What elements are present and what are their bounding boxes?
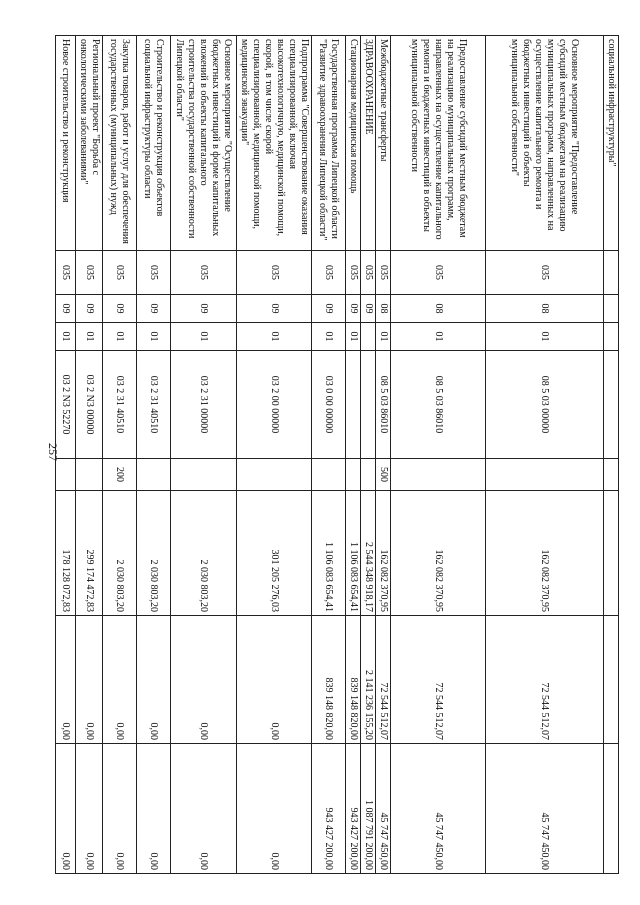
cell-gr: 035 bbox=[76, 251, 103, 295]
cell-v2: 72 544 512,07 bbox=[486, 616, 604, 744]
cell-rz: 09 bbox=[56, 295, 76, 323]
cell-v2: 0,00 bbox=[171, 616, 237, 744]
cell-v3: 0,00 bbox=[137, 744, 171, 874]
cell-name: Основное мероприятие "Предоставление субсидий местным бюджетам на реализацию муниципальных программ, направленных на осуществление капитального ремонта и бюджетных инвестиций в объекты муниципальной собственности" bbox=[486, 36, 604, 251]
table-row bbox=[486, 36, 604, 874]
cell-v2: 839 148 820,00 bbox=[346, 616, 361, 744]
table-frame bbox=[60, 35, 619, 873]
cell-name: ЗДРАВООХРАНЕНИЕ bbox=[361, 36, 376, 251]
cell-rz: 09 bbox=[237, 295, 312, 323]
cell-rz: 09 bbox=[346, 295, 361, 323]
cell-v2: 0,00 bbox=[237, 616, 312, 744]
cell-name: Межбюджетные трансферты bbox=[376, 36, 391, 251]
cell-rz: 09 bbox=[76, 295, 103, 323]
cell-name: Предоставление субсидий местным бюджетам на реализацию муниципальных программ, направленных на осуществление капитального ремонта и бюджетных инвестиций в объекты муниципальной собственности bbox=[391, 36, 486, 251]
cell-rz: 08 bbox=[376, 295, 391, 323]
table-row bbox=[604, 36, 619, 874]
cell-vr bbox=[137, 459, 171, 491]
cell-v1 bbox=[604, 491, 619, 616]
cell-csr: 03 2 N3 52270 bbox=[56, 351, 76, 459]
cell-v3: 0,00 bbox=[237, 744, 312, 874]
cell-csr bbox=[346, 351, 361, 459]
cell-pr: 01 bbox=[376, 323, 391, 351]
cell-v1: 2 030 803,20 bbox=[171, 491, 237, 616]
cell-csr: 08 5 03 00000 bbox=[486, 351, 604, 459]
cell-pr bbox=[361, 323, 376, 351]
cell-vr bbox=[237, 459, 312, 491]
cell-v1: 162 082 370,95 bbox=[376, 491, 391, 616]
cell-v1: 301 205 276,03 bbox=[237, 491, 312, 616]
cell-v2: 72 544 512,07 bbox=[391, 616, 486, 744]
cell-v1: 299 174 472,83 bbox=[76, 491, 103, 616]
cell-v1: 178 128 072,83 bbox=[56, 491, 76, 616]
cell-rz: 09 bbox=[103, 295, 137, 323]
cell-v2: 2 141 236 155,20 bbox=[361, 616, 376, 744]
cell-pr: 01 bbox=[312, 323, 346, 351]
cell-name: Подпрограмма "Совершенствование оказания специализированной, включая высокотехнологичную, медицинской помощи, скорой, в том числе скорой специализированной, медицинской помощи, медицинской эвакуации" bbox=[237, 36, 312, 251]
cell-v3: 0,00 bbox=[76, 744, 103, 874]
cell-name: Основное мероприятие "Осуществление бюджетных инвестиций в форме капитальных вложений в объекты капитального строительства государственной собственности Липецкой области" bbox=[171, 36, 237, 251]
table-row bbox=[56, 36, 76, 874]
cell-vr bbox=[56, 459, 76, 491]
cell-vr: 500 bbox=[376, 459, 391, 491]
cell-pr: 01 bbox=[171, 323, 237, 351]
cell-pr: 01 bbox=[137, 323, 171, 351]
cell-v1: 2 544 348 918,17 bbox=[361, 491, 376, 616]
cell-v1: 2 030 803,20 bbox=[103, 491, 137, 616]
cell-v3: 45 747 450,00 bbox=[486, 744, 604, 874]
cell-v1: 162 082 370,95 bbox=[391, 491, 486, 616]
cell-name: Государственная программа Липецкой области "Развитие здравоохранения Липецкой области" bbox=[312, 36, 346, 251]
cell-name: Новое строительство и реконструкция bbox=[56, 36, 76, 251]
cell-vr: 200 bbox=[103, 459, 137, 491]
cell-csr: 03 2 31 00000 bbox=[171, 351, 237, 459]
cell-v2: 0,00 bbox=[103, 616, 137, 744]
cell-v3: 943 427 200,00 bbox=[346, 744, 361, 874]
cell-name: Региональный проект "Борьба с онкологическими заболеваниями" bbox=[76, 36, 103, 251]
cell-v1: 1 106 083 654,41 bbox=[346, 491, 361, 616]
table-row bbox=[376, 36, 391, 874]
cell-csr: 03 2 N3 00000 bbox=[76, 351, 103, 459]
cell-gr: 035 bbox=[346, 251, 361, 295]
cell-vr bbox=[171, 459, 237, 491]
cell-csr: 03 2 31 40510 bbox=[103, 351, 137, 459]
cell-pr: 01 bbox=[103, 323, 137, 351]
cell-v3 bbox=[604, 744, 619, 874]
cell-csr bbox=[361, 351, 376, 459]
cell-pr: 01 bbox=[346, 323, 361, 351]
table-row bbox=[361, 36, 376, 874]
cell-name: Закупка товаров, работ и услуг для обеспечения государственных (муниципальных) нужд bbox=[103, 36, 137, 251]
budget-table bbox=[55, 35, 619, 874]
cell-pr: 01 bbox=[391, 323, 486, 351]
cell-v1: 162 082 370,95 bbox=[486, 491, 604, 616]
cell-pr bbox=[604, 323, 619, 351]
cell-gr bbox=[604, 251, 619, 295]
cell-v2: 72 544 512,07 bbox=[376, 616, 391, 744]
cell-rz: 08 bbox=[391, 295, 486, 323]
cell-vr bbox=[346, 459, 361, 491]
cell-gr: 035 bbox=[312, 251, 346, 295]
cell-v2: 0,00 bbox=[137, 616, 171, 744]
cell-csr: 08 5 03 86010 bbox=[376, 351, 391, 459]
cell-pr: 01 bbox=[237, 323, 312, 351]
cell-gr: 035 bbox=[237, 251, 312, 295]
cell-rz: 09 bbox=[137, 295, 171, 323]
rotated-page bbox=[60, 35, 619, 873]
cell-v1: 1 106 083 654,41 bbox=[312, 491, 346, 616]
cell-gr: 035 bbox=[103, 251, 137, 295]
cell-pr: 01 bbox=[76, 323, 103, 351]
cell-rz: 08 bbox=[486, 295, 604, 323]
cell-csr bbox=[604, 351, 619, 459]
cell-name: Строительство и реконструкция объектов социальной инфраструктуры области bbox=[137, 36, 171, 251]
table-row bbox=[103, 36, 137, 874]
cell-v3: 943 427 200,00 bbox=[312, 744, 346, 874]
table-row bbox=[346, 36, 361, 874]
cell-vr bbox=[361, 459, 376, 491]
cell-gr: 035 bbox=[391, 251, 486, 295]
cell-gr: 035 bbox=[361, 251, 376, 295]
table-row bbox=[76, 36, 103, 874]
cell-vr bbox=[604, 459, 619, 491]
table-row bbox=[391, 36, 486, 874]
cell-gr: 035 bbox=[376, 251, 391, 295]
cell-v1: 2 030 803,20 bbox=[137, 491, 171, 616]
cell-gr: 035 bbox=[486, 251, 604, 295]
page-number: 257 bbox=[46, 443, 60, 461]
cell-v3: 45 747 450,00 bbox=[391, 744, 486, 874]
cell-v3: 45 747 450,00 bbox=[376, 744, 391, 874]
cell-gr: 035 bbox=[137, 251, 171, 295]
cell-vr bbox=[312, 459, 346, 491]
cell-v3: 1 087 791 200,00 bbox=[361, 744, 376, 874]
cell-v3: 0,00 bbox=[171, 744, 237, 874]
table-row bbox=[237, 36, 312, 874]
table-row bbox=[312, 36, 346, 874]
cell-name: социальной инфраструктуры" bbox=[604, 36, 619, 251]
cell-rz: 09 bbox=[312, 295, 346, 323]
cell-vr bbox=[391, 459, 486, 491]
table-row bbox=[137, 36, 171, 874]
cell-pr: 01 bbox=[486, 323, 604, 351]
cell-csr: 03 0 00 00000 bbox=[312, 351, 346, 459]
cell-v3: 0,00 bbox=[103, 744, 137, 874]
cell-rz: 09 bbox=[361, 295, 376, 323]
cell-csr: 03 2 31 40510 bbox=[137, 351, 171, 459]
cell-name: Стационарная медицинская помощь bbox=[346, 36, 361, 251]
cell-pr: 01 bbox=[56, 323, 76, 351]
cell-v2: 0,00 bbox=[56, 616, 76, 744]
cell-gr: 035 bbox=[56, 251, 76, 295]
cell-gr: 035 bbox=[171, 251, 237, 295]
cell-vr bbox=[76, 459, 103, 491]
cell-v2: 839 148 820,00 bbox=[312, 616, 346, 744]
table-row bbox=[171, 36, 237, 874]
cell-rz bbox=[604, 295, 619, 323]
cell-rz: 09 bbox=[171, 295, 237, 323]
cell-vr bbox=[486, 459, 604, 491]
cell-csr: 08 5 03 86010 bbox=[391, 351, 486, 459]
cell-v2: 0,00 bbox=[76, 616, 103, 744]
cell-v2 bbox=[604, 616, 619, 744]
cell-v3: 0,00 bbox=[56, 744, 76, 874]
cell-csr: 03 2 00 00000 bbox=[237, 351, 312, 459]
